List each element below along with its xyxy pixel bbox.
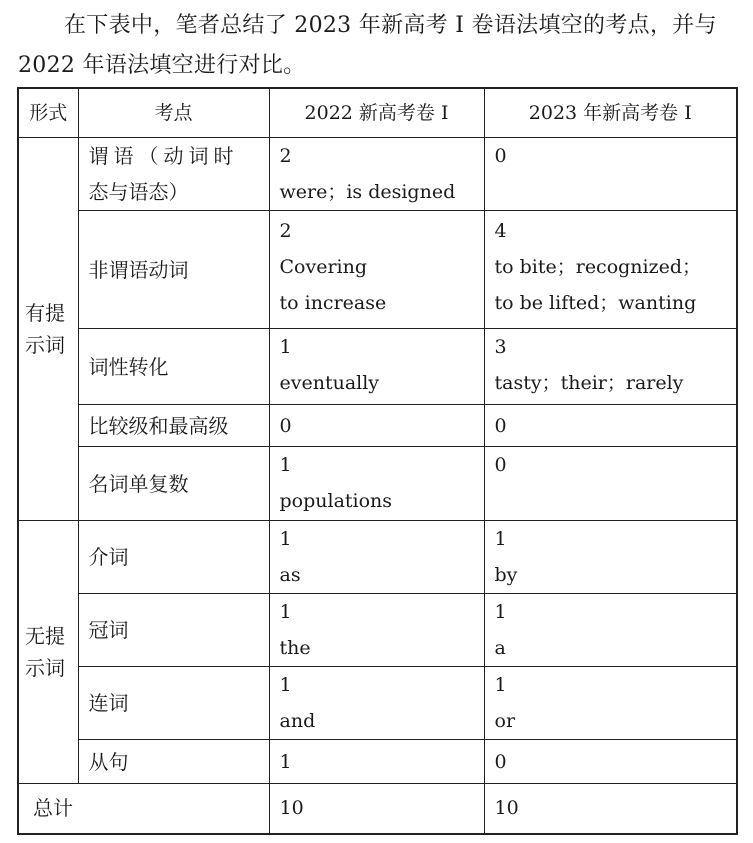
table-row	[18, 211, 737, 329]
grammar-comparison-table	[17, 87, 738, 835]
point-line: 谓语（动词时	[88, 144, 239, 168]
count-value: 4	[494, 220, 507, 242]
example-value: populations	[279, 490, 393, 512]
example-value: were；is designed	[279, 181, 456, 203]
value-cell-2023	[484, 594, 737, 667]
point-cell: 连词	[78, 667, 269, 740]
point-cell: 非谓语动词	[78, 211, 269, 329]
value-cell-2022	[269, 138, 484, 211]
count-value: 2	[279, 145, 292, 167]
total-label: 总计	[18, 784, 269, 834]
group-label-line: 有提	[25, 301, 65, 325]
example-value: a	[494, 637, 506, 659]
example-value: and	[279, 710, 316, 732]
value-cell-2023	[484, 447, 737, 521]
table-row	[18, 667, 737, 740]
table-row	[18, 740, 737, 784]
example-value: to increase	[279, 292, 387, 314]
count-value: 1	[494, 528, 507, 550]
example-value: tasty；their；rarely	[494, 372, 684, 394]
count-value: 0	[494, 145, 507, 167]
table-row	[18, 447, 737, 521]
example-value: by	[494, 564, 518, 586]
table-row	[18, 329, 737, 405]
value-cell-2022: 0	[269, 405, 484, 447]
count-value: 3	[494, 336, 507, 358]
point-cell	[78, 138, 269, 211]
point-cell: 比较级和最高级	[78, 405, 269, 447]
value-cell-2023	[484, 521, 737, 594]
value-cell-2022: 1	[269, 740, 484, 784]
point-cell: 名词单复数	[78, 447, 269, 521]
value-cell-2022	[269, 211, 484, 329]
example-value: Covering	[279, 256, 368, 278]
count-value: 1	[494, 601, 507, 623]
value-cell-2023: 0	[484, 405, 737, 447]
header-form: 形式	[18, 88, 78, 138]
count-value: 1	[279, 336, 292, 358]
point-cell: 冠词	[78, 594, 269, 667]
table-row	[18, 405, 737, 447]
header-2023: 2023 年新高考卷 I	[484, 88, 737, 138]
header-point: 考点	[78, 88, 269, 138]
point-cell: 介词	[78, 521, 269, 594]
count-value: 1	[494, 674, 507, 696]
group-label-with-hint	[18, 138, 78, 521]
value-cell-2023	[484, 667, 737, 740]
value-cell-2022	[269, 667, 484, 740]
example-value: or	[494, 710, 516, 732]
value-cell-2022	[269, 521, 484, 594]
point-cell: 从句	[78, 740, 269, 784]
count-value: 1	[279, 601, 292, 623]
header-row	[18, 88, 737, 138]
header-2022: 2022 新高考卷 I	[269, 88, 484, 138]
group-label-line: 示词	[25, 333, 65, 357]
value-cell-2022	[269, 594, 484, 667]
table-row	[18, 521, 737, 594]
table-row	[18, 594, 737, 667]
value-cell-2023	[484, 138, 737, 211]
count-value: 1	[279, 674, 292, 696]
value-cell-2022	[269, 447, 484, 521]
value-cell-2023	[484, 211, 737, 329]
total-2023: 10	[484, 784, 737, 834]
table-row	[18, 138, 737, 211]
group-label-line: 示词	[25, 656, 65, 680]
count-value: 1	[279, 528, 292, 550]
example-value: to be lifted；wanting	[494, 292, 697, 314]
value-cell-2023: 0	[484, 740, 737, 784]
intro-paragraph: 在下表中，笔者总结了 2023 年新高考 I 卷语法填空的考点，并与 2022 年语法填空进行对比。	[18, 13, 717, 78]
total-2022: 10	[269, 784, 484, 834]
example-value: to bite；recognized；	[494, 256, 702, 278]
example-value: as	[279, 564, 301, 586]
group-label-line: 无提	[25, 624, 65, 648]
point-line: 态与语态）	[88, 180, 189, 204]
count-value: 2	[279, 220, 292, 242]
total-row	[18, 784, 737, 834]
example-value: eventually	[279, 372, 380, 394]
count-value: 1	[279, 454, 292, 476]
example-value: the	[279, 637, 311, 659]
group-label-without-hint	[18, 521, 78, 784]
value-cell-2023	[484, 329, 737, 405]
value-cell-2022	[269, 329, 484, 405]
point-cell: 词性转化	[78, 329, 269, 405]
count-value: 0	[494, 454, 507, 476]
